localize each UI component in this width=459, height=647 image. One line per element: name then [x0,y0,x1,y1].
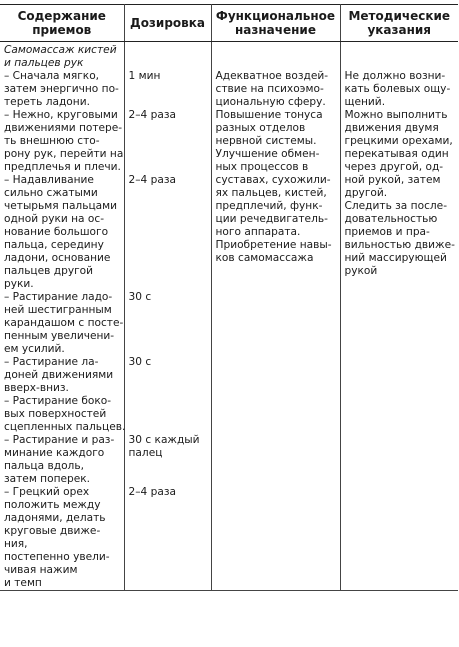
dosage-line [129,226,211,239]
content-line: одной руки на ос- [4,213,105,225]
cell-function [211,42,340,591]
content-line: Самомассаж кистей [4,44,117,56]
content-line: предплечья и плечи. [4,161,121,173]
dosage-line [129,330,211,343]
content-line: ладонями, делать [4,512,106,524]
content-line: движениями потере- [4,122,123,134]
content-line: пальца вдоль, [4,460,84,472]
content-line: ней шестигранным [4,304,112,316]
function-line: ных процессов в [215,161,309,173]
function-line: Улучшение обмен- [215,148,320,160]
dosage-line [129,239,211,252]
function-line: ного аппарата. [215,226,301,238]
dosage-line: 1 мин [128,70,161,82]
function-line: ствие на психоэмо- [215,83,324,95]
guidance-line: приемов и пра- [344,226,430,238]
content-line: минание каждого [4,447,105,459]
content-line: руки. [4,278,34,290]
content-line: сильно сжатыми [4,187,98,199]
content-line: и пальцев рук [4,57,84,69]
dosage-line [129,83,211,96]
content-line: чивая нажим [4,564,78,576]
header-guidance: Методические указания [340,5,458,42]
dosage-line [129,304,211,317]
header-content: Содержание приемов [0,5,124,42]
content-line: ть внешнюю сто- [4,135,100,147]
content-line: – Растирание и раз- [4,434,115,446]
guidance-line: перекатывая один [344,148,449,160]
function-line: циональную сферу. [215,96,326,108]
guidance-line [345,44,459,57]
header-row [0,5,458,42]
content-line: пальцев другой [4,265,94,277]
dosage-line [129,473,211,486]
content-line: – Сначала мягко, [4,70,100,82]
content-line: – Растирание боко- [4,395,112,407]
content-line: четырьмя пальцами [4,200,118,212]
dosage-line [129,122,211,135]
dosage-line [129,187,211,200]
header-dosage: Дозировка [124,5,211,42]
dosage-line: палец [128,447,163,459]
cell-dosage [124,42,211,591]
content-line: доней движениями [4,369,114,381]
content-line: постепенно увели- [4,551,110,563]
dosage-line [129,265,211,278]
content-line: тереть ладони. [4,96,90,108]
guidance-line: рукой [344,265,378,277]
dosage-line: 2–4 раза [128,486,176,498]
guidance-line: через другой, од- [344,161,444,173]
dosage-line [129,200,211,213]
function-line: ции речедвигатель- [215,213,328,225]
function-line: разных отделов [215,122,306,134]
dosage-line [129,161,211,174]
dosage-line [129,44,211,57]
guidance-line: ной рукой, затем [344,174,441,186]
dosage-line [129,96,211,109]
content-line: – Нежно, круговыми [4,109,118,121]
function-line: Приобретение навы- [215,239,332,251]
guidance-line [345,57,459,70]
content-line: пальца, середину [4,239,104,251]
dosage-line: 30 с [128,291,152,303]
function-line: Повышение тонуса [215,109,323,121]
dosage-line: 2–4 раза [128,174,176,186]
guidance-line: другой. [344,187,388,199]
guidance-line: довательностью [344,213,438,225]
cell-content [0,42,124,591]
header-function: Функциональное назначение [211,5,340,42]
dosage-line [129,148,211,161]
function-line: ях пальцев, кистей, [215,187,327,199]
guidance-line: Можно выполнить [344,109,448,121]
content-line: – Грецкий орех [4,486,90,498]
content-line: положить между [4,499,101,511]
dosage-line [129,57,211,70]
guidance-line: щений. [344,96,386,108]
content-line: и темп [4,577,42,589]
guidance-line: движения двумя [344,122,439,134]
dosage-line [129,317,211,330]
dosage-line [129,382,211,395]
function-line: суставах, сухожили- [215,174,331,186]
function-line: предплечий, функ- [215,200,323,212]
content-line: затем энергично по- [4,83,119,95]
content-line: нование большого [4,226,109,238]
content-line: сцепленных пальцев. [4,421,126,433]
dosage-line: 30 с [128,356,152,368]
content-line: рону рук, перейти на [4,148,124,160]
guidance-line: Не должно возни- [344,70,446,82]
function-line [216,57,340,70]
guidance-line: кать болевых ощу- [344,83,451,95]
dosage-line: 30 с каждый [128,434,200,446]
dosage-line [129,252,211,265]
content-line: – Растирание ла- [4,356,99,368]
function-line: нервной системы. [215,135,317,147]
content-line: пенным увеличени- [4,330,115,342]
content-line: затем поперек. [4,473,91,485]
function-line [216,44,340,57]
content-line: – Растирание ладо- [4,291,113,303]
dosage-line [129,395,211,408]
function-line: ков самомассажа [215,252,314,264]
dosage-line [129,135,211,148]
dosage-line [129,278,211,291]
dosage-line [129,408,211,421]
dosage-line [129,421,211,434]
guidance-line: Следить за после- [344,200,448,212]
table-row [0,42,458,591]
guidance-line: грецкими орехами, [344,135,453,147]
dosage-line [129,460,211,473]
content-line: вых поверхностей [4,408,107,420]
guidance-line: ний массирующей [344,252,447,264]
guidance-line: вильностью движе- [344,239,455,251]
content-line: круговые движе- [4,525,101,537]
function-line: Адекватное воздей- [215,70,329,82]
massage-table [0,4,458,591]
cell-guidance [340,42,458,591]
dosage-line [129,343,211,356]
dosage-line [129,213,211,226]
content-line: – Надавливание [4,174,94,186]
content-line: ладони, основание [4,252,111,264]
content-line: вверх-вниз. [4,382,69,394]
content-line: карандашом с посте- [4,317,124,329]
content-line: ем усилий. [4,343,65,355]
dosage-line [129,369,211,382]
dosage-line: 2–4 раза [128,109,176,121]
content-line: ния, [4,538,28,550]
